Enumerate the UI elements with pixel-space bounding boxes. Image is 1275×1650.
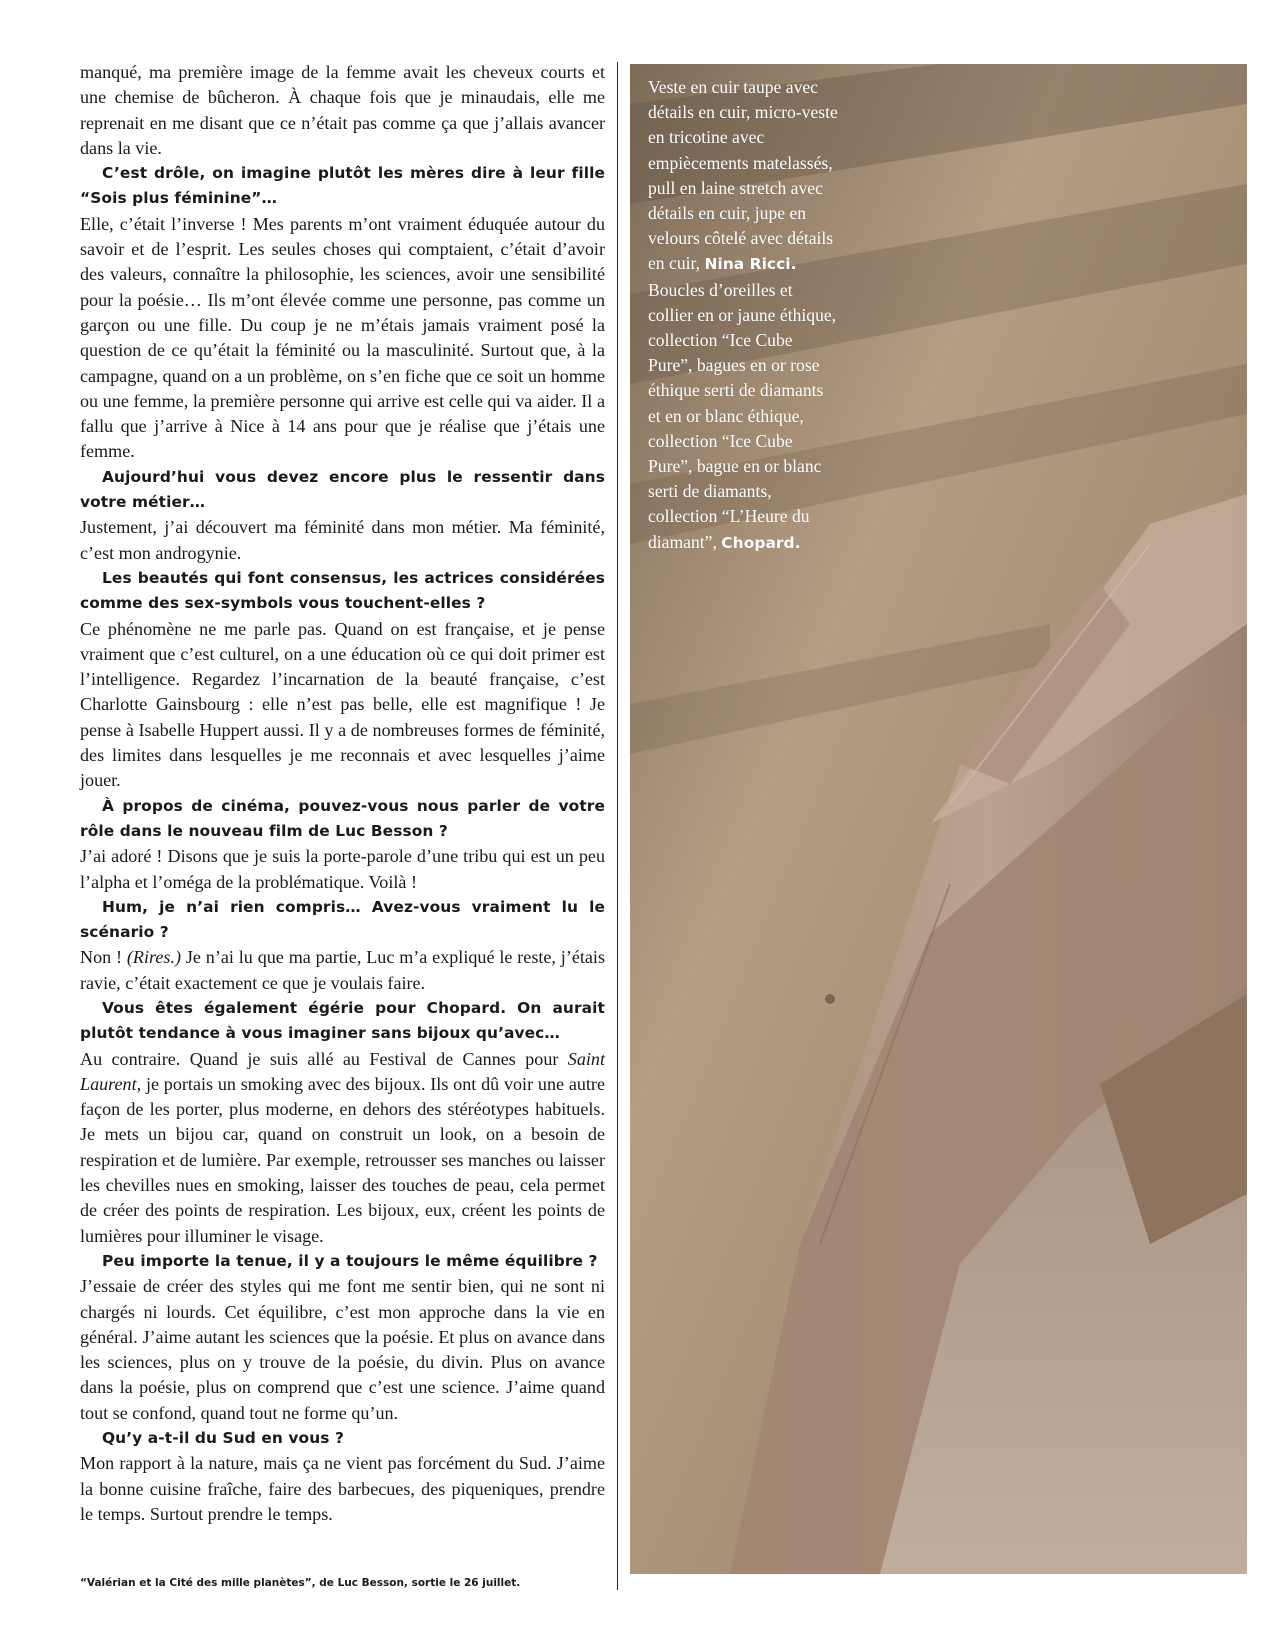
interview-answer (80, 515, 605, 566)
paragraph-text: Vous êtes également égérie pour Chopard. On aurait plutôt tendance à vous imaginer sans bijoux qu’avec… (80, 998, 605, 1043)
paragraph-text: Elle, c’était l’inverse ! Mes parents m’ont vraiment éduquée autour du savoir et de l’esprit. Les seules choses qui comptaient, c’était d’avoir des valeurs, connaître la philosophie, les sciences, avoir une sensibilité pour la poésie… Ils m’ont élevée comme une personne, pas comme un garçon ou une fille. Du coup je ne m’étais jamais vraiment posé la question de ce qu’était la féminité ou la masculinité. Surtout que, à la campagne, quand on a un problème, on s’en fiche que ce soit un homme ou une femme, la première personne qui arrive est celle qui va aider. Il a fallu que j’arrive à Nice à 14 ans pour que je réalise que j’étais une femme. (80, 213, 605, 462)
interview-answer (80, 1451, 605, 1527)
paragraph-text: Ce phénomène ne me parle pas. Quand on est française, et je pense vraiment que c’est culturel, on a une éducation où ce qui doit primer est l’intelligence. Regardez l’incarnation de la beauté française, c’est Charlotte Gainsbourg : elle n’est pas belle, elle est magnifique ! Je pense à Isabelle Huppert aussi. Il y a de nombreuses formes de féminité, des limites dans lesquelles je me reconnais et avec lesquelles j’aime jouer. (80, 618, 605, 791)
photo-caption (648, 75, 838, 556)
interview-question (80, 895, 605, 946)
paragraph-text: Aujourd’hui vous devez encore plus le ressentir dans votre métier… (80, 467, 605, 512)
paragraph-text: Au contraire. Quand je suis allé au Festival de Cannes pour (80, 1048, 568, 1069)
italic-text: (Rires.) (126, 947, 182, 968)
paragraph-text: C’est drôle, on imagine plutôt les mères dire à leur fille “Sois plus féminine”… (80, 164, 605, 208)
paragraph-text: Justement, j’ai découvert ma féminité dans mon métier. Ma féminité, c’est mon androgynie. (80, 517, 605, 563)
interview-answer (80, 945, 605, 996)
footnote: “Valérian et la Cité des mille planètes”, de Luc Besson, sortie le 26 juillet. (80, 1577, 521, 1589)
paragraph-text: , je portais un smoking avec des bijoux. Ils ont dû voir une autre façon de les porter, plus moderne, en dehors des stéréotypes habituels. Je mets un bijou car, quand on construit un look, on a besoin de respiration et de lumière. Par exemple, retrousser ses manches ou laisser les chevilles nues en smoking, laisser des touches de peau, cela permet de créer des points de respiration. Les bijoux, eux, créent les points de lumières pour illuminer le visage. (80, 1073, 605, 1246)
paragraph-text: Je n’ai lu que ma partie, Luc m’a expliqué le reste, j’étais ravie, c’était exactement ce que je voulais faire. (80, 947, 606, 993)
caption-brand-1: Nina Ricci. (704, 255, 797, 274)
interview-question (80, 794, 605, 845)
interview-answer (80, 617, 605, 794)
paragraph-text: Les beautés qui font consensus, les actrices considérées comme des sex-symbols vous touchent-elles ? (80, 568, 605, 613)
interview-question (80, 1249, 605, 1274)
paragraph-text: J’ai adoré ! Disons que je suis la porte-parole d’une tribu qui est un peu l’alpha et l’oméga de la problématique. Voilà ! (80, 846, 605, 892)
italic-text: Saint Laurent (80, 1048, 605, 1094)
paragraph-text: Qu’y a-t-il du Sud en vous ? (102, 1429, 345, 1448)
interview-question (80, 996, 605, 1047)
paragraph-text: J’essaie de créer des styles qui me font me sentir bien, qui ne sont ni chargés ni lourds. Cet équilibre, c’est mon approche dans la vie en général. J’aime autant les sciences que la poésie. Et plus on avance dans les sciences, plus on y trouve de la poésie, du divin. Plus on avance dans la poésie, plus on comprend que c’est une science. J’aime quand tout se confond, quand tout ne forme qu’un. (80, 1276, 605, 1423)
interview-answer (80, 1047, 605, 1249)
caption-text-1: Veste en cuir taupe avec détails en cuir, micro-veste en tricotine avec empiècements matelassés, pull en laine stretch avec détails en cuir, jupe en velours côtelé avec détails en cuir, (648, 77, 838, 274)
caption-brand-2: Chopard. (721, 533, 801, 552)
paragraph-text: manqué, ma première image de la femme avait les cheveux courts et une chemise de bûcheron. À chaque fois que je minaudais, elle me reprenait en me disant que ce n’était pas comme ça que j’allais avancer dans la vie. (80, 62, 605, 158)
interview-answer (80, 1274, 605, 1426)
paragraph-text: Mon rapport à la nature, mais ça ne vient pas forcément du Sud. J’aime la bonne cuisine fraîche, faire des barbecues, des piqueniques, prendre le temps. Surtout prendre le temps. (80, 1453, 605, 1524)
column-divider (617, 62, 618, 1590)
caption-text-2: Boucles d’oreilles et collier en or jaune éthique, collection “Ice Cube Pure”, bagues en or rose éthique serti de diamants et en or blanc éthique, collection “Ice Cube Pure”, bague en or blanc serti de diamants, collection “L’Heure du diamant”, (648, 279, 837, 552)
interview-question (80, 1426, 605, 1451)
paragraph-text: Non ! (80, 947, 127, 968)
paragraph-text: À propos de cinéma, pouvez-vous nous parler de votre rôle dans le nouveau film de Luc Besson ? (80, 796, 605, 840)
interview-answer (80, 212, 605, 465)
interview-answer (80, 844, 605, 895)
interview-question (80, 465, 605, 516)
paragraph-text: Peu importe la tenue, il y a toujours le même équilibre ? (102, 1251, 598, 1270)
interview-question (80, 566, 605, 617)
interview-question (80, 161, 605, 212)
article-body (80, 60, 605, 1527)
interview-answer (80, 60, 605, 161)
paragraph-text: Hum, je n’ai rien compris… Avez-vous vraiment lu le scénario ? (80, 897, 605, 942)
